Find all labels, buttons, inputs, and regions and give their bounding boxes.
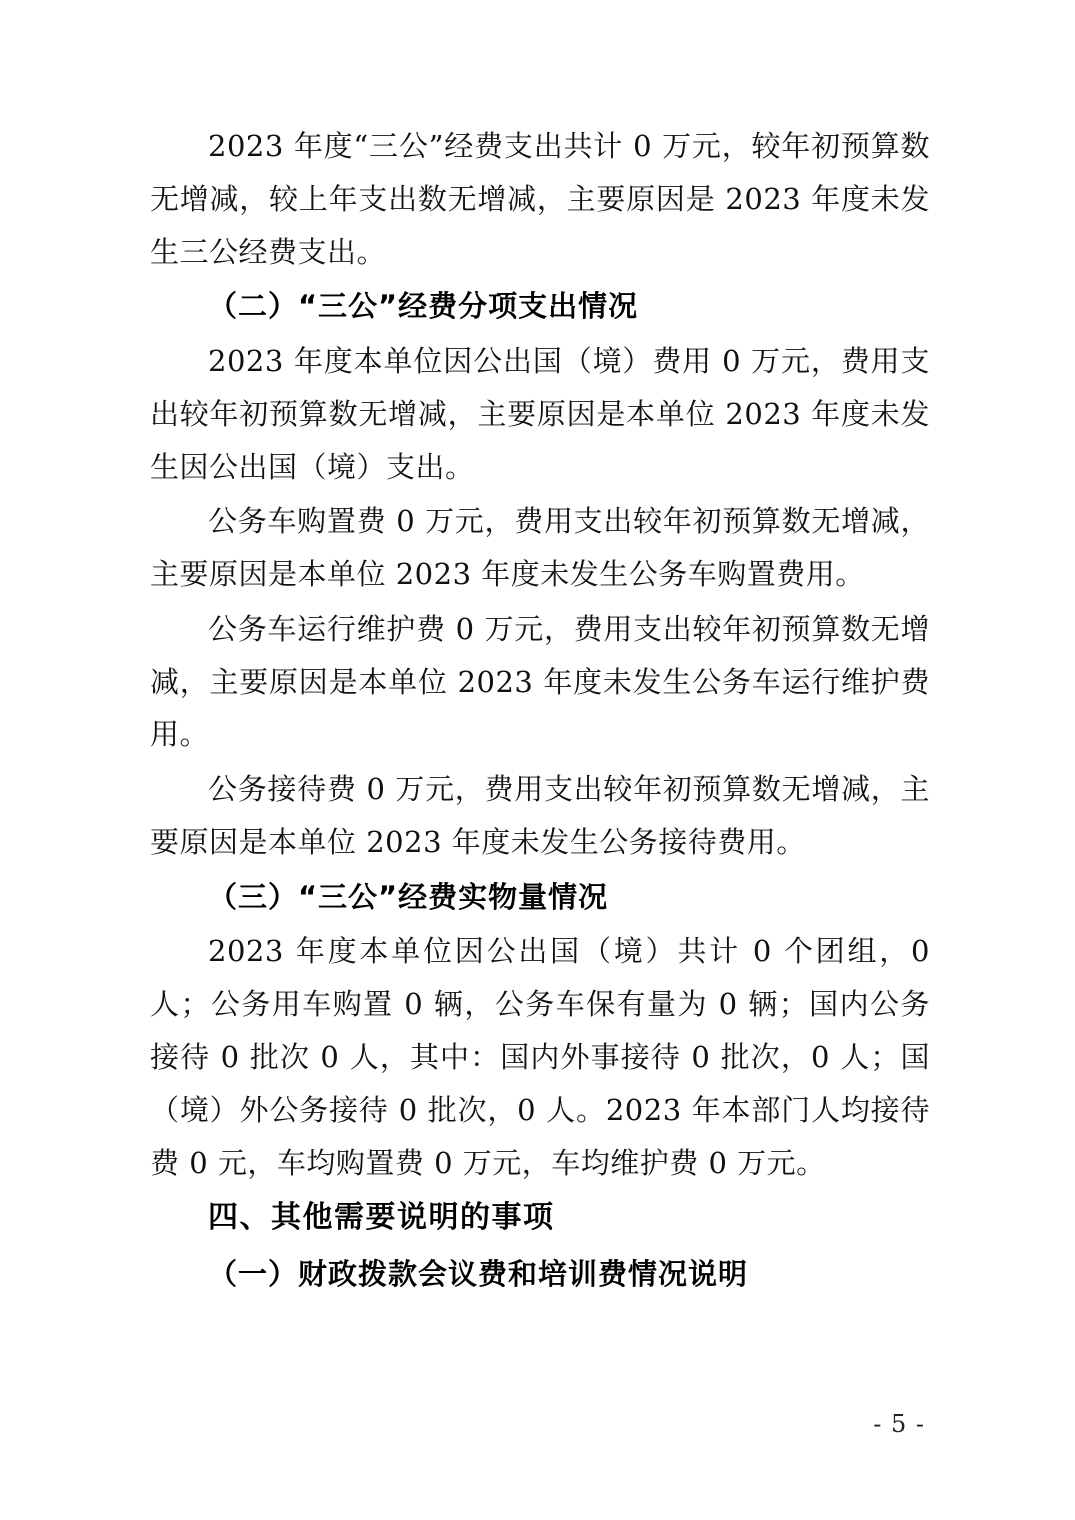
paragraph-three-public-total: 2023 年度“三公”经费支出共计 0 万元，较年初预算数无增减，较上年支出数无增减，主要原因是 2023 年度未发生三公经费支出。 (150, 129, 930, 269)
page-number: - 5 - (873, 1410, 925, 1438)
heading-three-public-breakdown: （二）“三公”经费分项支出情况 (208, 289, 639, 324)
paragraph-quantities-detail: 2023 年度本单位因公出国（境）共计 0 个团组，0 人；公务用车购置 0 辆，公务车保有量为 0 辆；国内公务接待 0 批次 0 人，其中：国内外事接待 0 批次，0 人；国（境）外公务接待 0 批次，0 人。2023 年本部门人均接待费 0 元，车均购置费 0 万元，车均维护费 0 万元。 (150, 934, 930, 1180)
document-body (150, 120, 930, 1303)
heading-three-public-quantities: （三）“三公”经费实物量情况 (208, 879, 609, 914)
heading-other-matters: 四、其他需要说明的事项 (208, 1200, 555, 1236)
paragraph-vehicle-purchase: 公务车购置费 0 万元，费用支出较年初预算数无增减，主要原因是本单位 2023 年度未发生公务车购置费用。 (150, 504, 930, 592)
paragraph-official-reception: 公务接待费 0 万元，费用支出较年初预算数无增减，主要原因是本单位 2023 年度未发生公务接待费用。 (150, 772, 930, 859)
paragraph-vehicle-maintenance: 公务车运行维护费 0 万元，费用支出较年初预算数无增减，主要原因是本单位 2023 年度未发生公务车运行维护费用。 (150, 611, 930, 752)
paragraph-overseas-travel: 2023 年度本单位因公出国（境）费用 0 万元，费用支出较年初预算数无增减，主要原因是本单位 2023 年度未发生因公出国（境）支出。 (150, 344, 930, 484)
heading-meeting-training-fees: （一）财政拨款会议费和培训费情况说明 (208, 1256, 749, 1291)
